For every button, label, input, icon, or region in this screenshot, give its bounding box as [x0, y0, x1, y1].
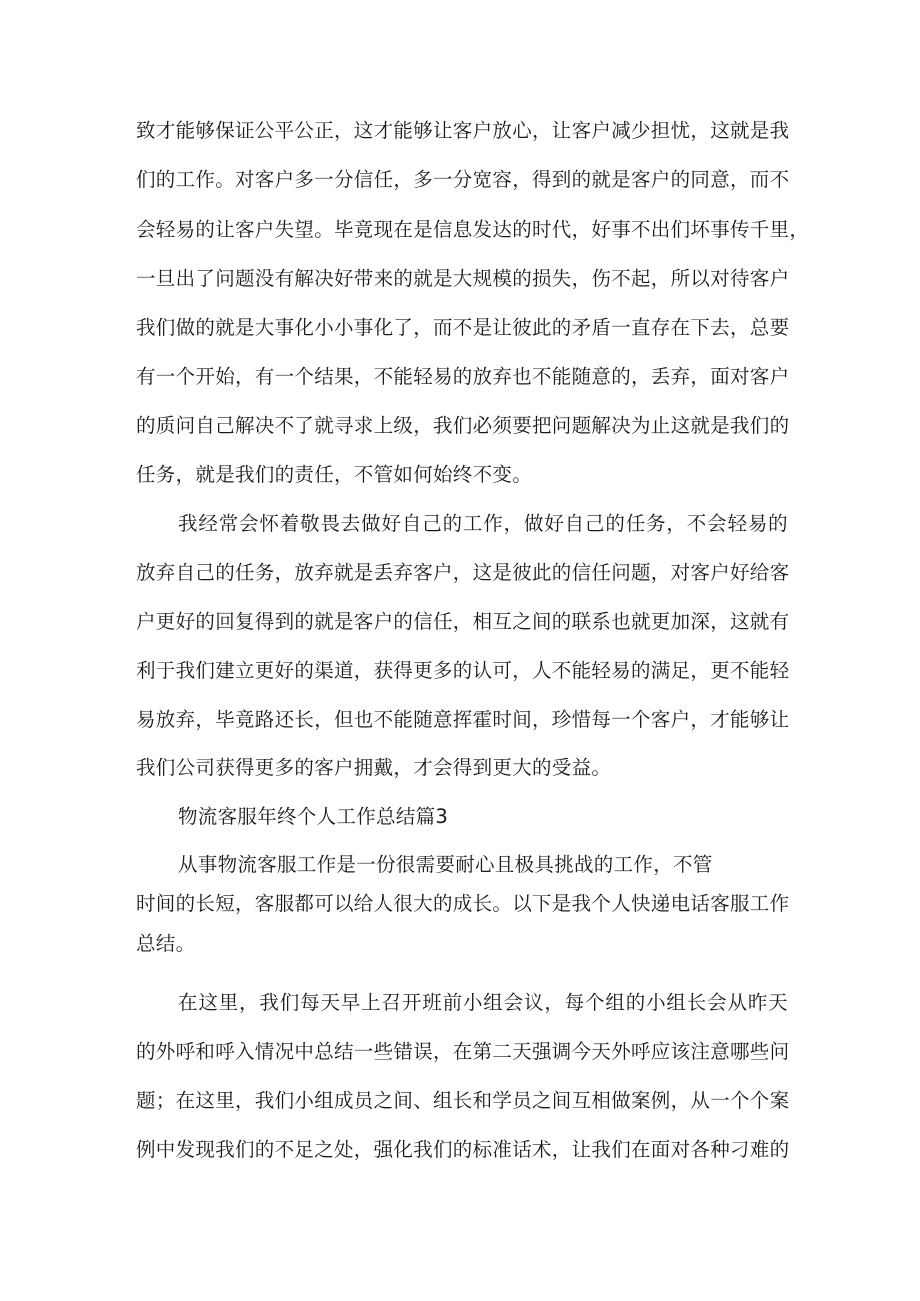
- paragraph-line: 致才能够保证公平公正，这才能够让客户放心，让客户减少担忧，这就是我: [136, 119, 790, 142]
- paragraph-line: 的质问自己解决不了就寻求上级，我们必须要把问题解决为止这就是我们的: [136, 414, 790, 437]
- paragraph-line: 任务，就是我们的责任，不管如何始终不变。: [136, 463, 533, 486]
- paragraph-line: 利于我们建立更好的渠道，获得更多的认可，人不能轻易的满足，更不能轻: [136, 659, 790, 682]
- paragraph-line: 们的工作。对客户多一分信任，多一分宽容，得到的就是客户的同意，而不: [136, 168, 790, 191]
- paragraph-line: 我们做的就是大事化小小事化了，而不是让彼此的矛盾一直存在下去，总要: [136, 316, 790, 339]
- paragraph-line: 户更好的回复得到的就是客户的信任，相互之间的联系也就更加深，这就有: [136, 610, 790, 633]
- paragraph-line: 会轻易的让客户失望。毕竟现在是信息发达的时代，好事不出们坏事传千里，: [136, 218, 810, 241]
- paragraph-line: 有一个开始，有一个结果，不能轻易的放弃也不能随意的，丢弃，面对客户: [136, 365, 790, 388]
- paragraph-line: 我经常会怀着敬畏去做好自己的工作，做好自己的任务，不会轻易的: [178, 512, 788, 535]
- paragraph-line: 从事物流客服工作是一份很需要耐心且极具挑战的工作，不管: [178, 853, 713, 876]
- paragraph-line: 我们公司获得更多的客户拥戴，才会得到更大的受益。: [136, 756, 612, 779]
- paragraph-line: 易放弃，毕竟路还长，但也不能随意挥霍时间，珍惜每一个客户，才能够让: [136, 708, 790, 731]
- paragraph-line: 题；在这里，我们小组成员之间、组长和学员之间互相做案例，从一个个案: [136, 1089, 790, 1112]
- paragraph-line: 时间的长短，客服都可以给人很大的成长。以下是我个人快递电话客服工作: [136, 892, 790, 915]
- paragraph-line: 总结。: [136, 932, 196, 955]
- paragraph-line: 例中发现我们的不足之处，强化我们的标准话术，让我们在面对各种刁难的: [136, 1138, 790, 1161]
- paragraph-line: 的外呼和呼入情况中总结一些错误，在第二天强调今天外呼应该注意哪些问: [136, 1040, 790, 1063]
- section-heading: 物流客服年终个人工作总结篇3: [178, 805, 449, 828]
- paragraph-line: 放弃自己的任务，放弃就是丢弃客户，这是彼此的信任问题，对客户好给客: [136, 561, 790, 584]
- paragraph-line: 一旦出了问题没有解决好带来的就是大规模的损失，伤不起，所以对待客户: [136, 267, 790, 290]
- paragraph-line: 在这里，我们每天早上召开班前小组会议，每个组的小组长会从昨天: [178, 991, 788, 1014]
